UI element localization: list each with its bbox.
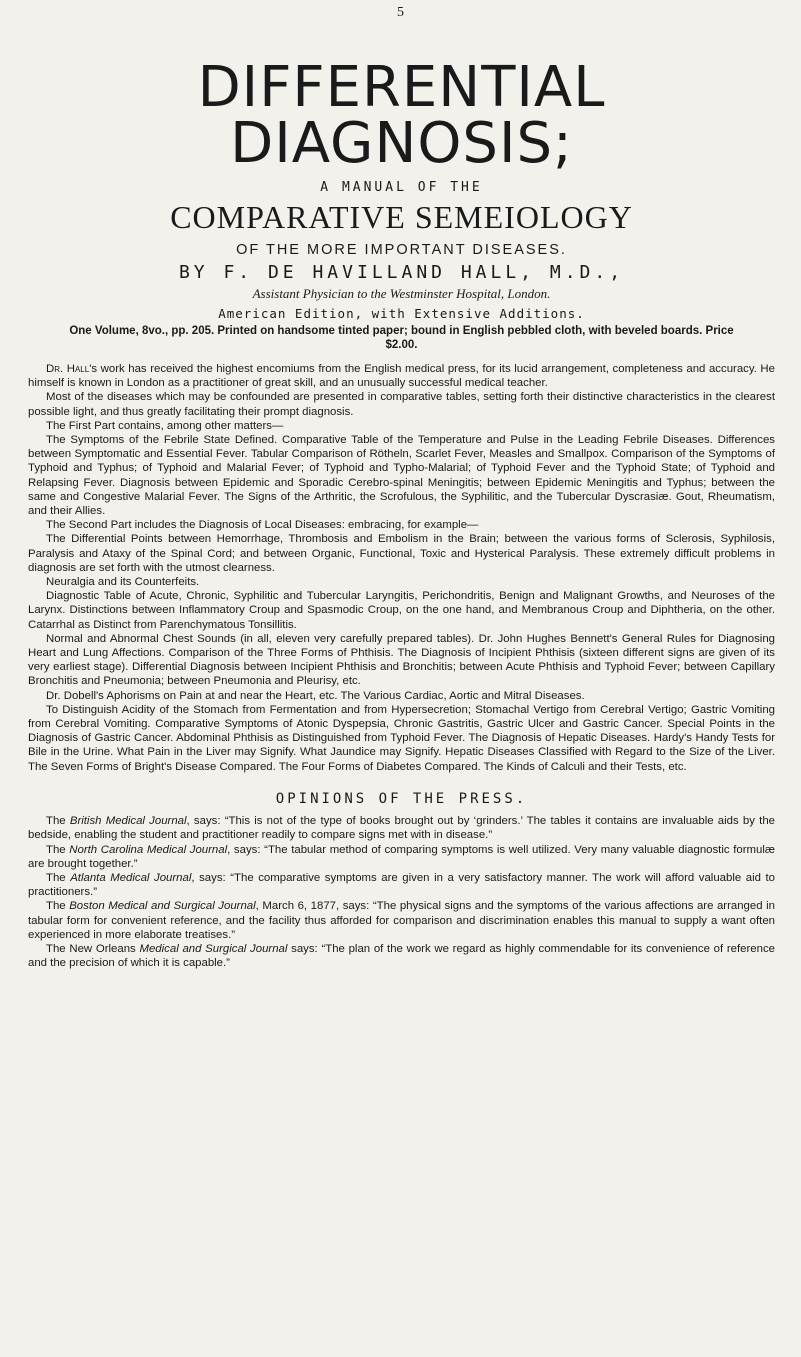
paragraph-neuralgia: Neuralgia and its Counterfeits. [46,576,200,589]
press-source: North Carolina Medical Journal [69,843,228,856]
page-number: 5 [397,5,404,20]
paragraph-first-part: The First Part contains, among other matters— [46,419,284,432]
press-quote-pre: The [46,815,70,828]
press-source: Boston Medical and Surgical Journal [69,900,256,913]
publication-info: One Volume, 8vo., pp. 205. Printed on handsome tinted paper; bound in English pebbled cloth, with beveled boards. Price $2.00. [69,325,734,351]
press-quote [28,942,775,970]
description-body [28,362,775,970]
paragraph-tables: Most of the diseases which may be confounded are presented in comparative tables, setting forth their distinctive characteristics in the clearest possible light, and thus greatly facilitating their prompt diagnosis. [28,391,775,418]
author-line: BY F. DE HAVILLAND HALL, M.D., [178,262,625,283]
press-quote-text: , says: “The tabular method of comparing symptoms is well utilized. Very many valuable diagnostic formulæ are brought together.” [28,843,775,870]
press-quote-text: says: “The plan of the work we regard as highly commendable for its convenience of reference and the precision of which it is capable.” [28,942,775,970]
press-source: British Medical Journal [69,815,187,828]
paragraph-stomach: To Distinguish Acidity of the Stomach from Fermentation and from Hypersecretion; Stomachal Vertigo from Cerebral Vertigo; Gastric Vomiting from Cerebral Vomiting. Comparative Symptoms of Atonic Dyspepsia, Chronic Gastritis, Gastric Ulcer and Gastric Cancer. Special Points in the Diagnosis of Gastric Cancer. Abdominal Phthisis as Distinguished from Typhoid Fever. The Diagnosis of Hepatic Diseases. Hardy's Handy Tests for Bile in the Urine. What Pain in the Liver may Signify. What Jaundice may Signify. Hepatic Diseases Classified with Regard to the Size of the Liver. The Seven Forms of Bright's Disease Compared. The Four Forms of Diabetes Compared. The Kinds of Calculi and their Tests, etc. [28,703,775,773]
press-quote-text: , March 6, 1877, says: “The physical signs and the symptoms of the various affections are arranged in tabular form for convenient reference, and the facility thus afforded for comparison and discrimination enables this manual to supply a want often experienced in more elaborate treatises.” [28,900,775,941]
press-quote [28,843,775,871]
page-title: DIFFERENTIAL DIAGNOSIS; [197,55,606,176]
press-heading: OPINIONS OF THE PRESS. [275,790,528,807]
press-quote-text: , says: “The comparative symptoms are given in a very satisfactory manner. The work will afford valuable aid to practitioners.” [28,871,775,899]
paragraph-intro [28,362,775,390]
author-position: Assistant Physician to the Westminster Hospital, London. [252,286,551,301]
press-quote-pre: The [46,900,70,913]
press-source: Atlanta Medical Journal [70,871,192,884]
press-quote-pre: The [46,871,71,884]
paragraph-febrile: The Symptoms of the Febrile State Defined. Comparative Table of the Temperature and Pulse in the Leading Febrile Diseases. Differences between Symptomatic and Essential Fever. Tabular Comparison of Rötheln, Scarlet Fever, Measles and Smallpox. Comparison of the Symptoms of Typhoid and Typhus; of Typhoid and Malarial Fever; of Typhoid and Typho-Malarial; of Typhoid Fever and the Typhoid State; of Typhoid and Relapsing Fever. Diagnosis between Epidemic and Sporadic Cerebro-spinal Meningitis; between Epidemic Meningitis and Typhus; between the same and Congestive Malarial Fever. The Signs of the Arthritic, the Scrofulous, the Syphilitic, and the Tubercular Dyscrasiæ. Gout, Rheumatism, and their Allies. [28,434,775,518]
subtitle-manual: A MANUAL OF THE [320,180,483,195]
subtitle-diseases: OF THE MORE IMPORTANT DISEASES. [236,242,567,258]
author-name-lead: Dr. Hall [46,363,90,375]
subtitle-semeiology: COMPARATIVE SEMEIOLOGY [170,199,633,235]
press-quote-pre: The [46,843,70,856]
paragraph-second-part: The Second Part includes the Diagnosis of Local Diseases: embracing, for example— [46,519,479,532]
press-quote-text: , says: “This is not of the type of books brought out by ‘grinders.’ The tables it contains are invaluable aids by the bedside, enabling the student and practitioner readily to compare signs met with in disease.” [28,815,775,842]
press-quote [28,871,775,899]
press-source: Medical and Surgical Journal [139,942,288,955]
paragraph-heart: Dr. Dobell's Aphorisms on Pain at and near the Heart, etc. The Various Cardiac, Aortic and Mitral Diseases. [46,689,585,702]
press-quote [28,899,775,942]
paragraph-larynx: Diagnostic Table of Acute, Chronic, Syphilitic and Tubercular Laryngitis, Perichondritis, Benign and Malignant Growths, and Neuroses of the Larynx. Distinctions between Inflammatory Croup and Spasmodic Croup, on the one hand, and Membranous Croup and Diphtheria, on the other. Catarrhal as Distinct from Parenchymatous Tonsillitis. [28,590,775,631]
paragraph-chest: Normal and Abnormal Chest Sounds (in all, eleven very carefully prepared tables). Dr. John Hughes Bennett's General Rules for Diagnosing Heart and Lung Affections. Comparison of the Three Forms of Phthisis. The Diagnosis of Incipient Phthisis (sixteen different signs are given of its very earliest stage). Differential Diagnosis between Incipient Phthisis and Bronchitis; between Acute Phthisis and Typhoid Fever; between Capillary Bronchitis and Pneumonia; between Pneumonia and Pleurisy, etc. [28,632,775,688]
paragraph-brain: The Differential Points between Hemorrhage, Thrombosis and Embolism in the Brain; between the various forms of Sclerosis, Syphilosis, Paralysis and Ataxy of the Spinal Cord; and between Organic, Functional, Toxic and Hysterical Paralysis. These extremely difficult problems in diagnosis are set forth with the utmost clearness. [28,533,775,574]
press-quote [28,814,775,842]
edition-line: American Edition, with Extensive Additions. [218,306,585,321]
press-quote-pre: The New Orleans [46,942,140,955]
paragraph-intro-text: 's work has received the highest encomiums from the English medical press, for its lucid arrangement, completeness and accuracy. He himself is known in London as a practitioner of great skill, and an unusually successful medical teacher. [28,363,775,390]
